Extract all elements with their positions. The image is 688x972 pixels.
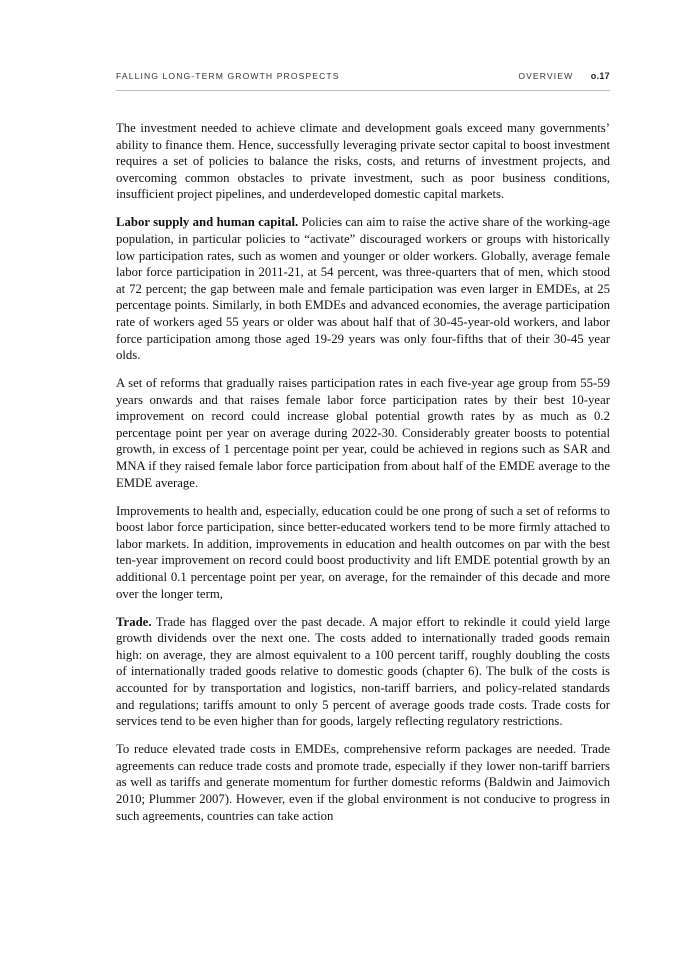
paragraph-text: The investment needed to achieve climate and development goals exceed many governments’ ability to finance them. Hence, successfully leveraging private sector capital to boost investment requires a set of policies to balance the risks, costs, and returns of investment projects, and overcoming common obstacles to private investment, such as poor business conditions, insufficient project pipelines, and underdeveloped domestic capital markets.	[116, 121, 610, 202]
header-right	[518, 71, 610, 81]
paragraph-trade	[116, 614, 610, 730]
paragraph-text: To reduce elevated trade costs in EMDEs, comprehensive reform packages are needed. Trade agreements can reduce trade costs and promote trade, especially if they lower non-tariff barriers as well as tariffs and generate momentum for further domestic reforms (Baldwin and Jaimovich 2010; Plummer 2007). However, even if the global environment is not conducive to progress in such agreements, countries can take action	[116, 742, 610, 823]
running-title: FALLING LONG-TERM GROWTH PROSPECTS	[116, 71, 340, 81]
paragraph-lead: Trade.	[116, 614, 152, 629]
page-number: o.17	[590, 71, 610, 81]
paragraph-trade-costs	[116, 741, 610, 824]
paragraph-participation-reforms	[116, 375, 610, 491]
paragraph-text: A set of reforms that gradually raises participation rates in each five-year age group from 55-59 years onwards and that raises female labor force participation rates by their best 10-year improvement on record could increase global potential growth rates by as much as 0.2 percentage point per year on average during 2022-30. Considerably greater boosts to potential growth, in excess of 1 percentage point per year, could be achieved in regions such as SAR and MNA if they raised female labor force participation from about half of the EMDE average to the EMDE average.	[116, 376, 610, 490]
section-label: OVERVIEW	[518, 71, 574, 81]
paragraph-text: Policies can aim to raise the active share of the working-age population, in particular policies to “activate” discouraged workers or groups with historically low participation rates, such as women and younger or older workers. Globally, average female labor force participation in 2011-21, at 54 percent, was three-quarters that of men, which stood at 72 percent; the gap between male and female participation was even larger in EMDEs, at 25 percentage points. Similarly, in both EMDEs and advanced economies, the average participation rate of workers aged 55 years or older was about half that of 30-45-year-old workers, and labor force participation among those aged 19-29 years was only four-fifths that of their 30-45 year olds.	[116, 215, 610, 363]
paragraph-labor-supply	[116, 214, 610, 363]
header-rule	[116, 90, 610, 91]
paragraph-lead: Labor supply and human capital.	[116, 215, 299, 230]
paragraph-text: Improvements to health and, especially, education could be one prong of such a set of reforms to boost labor force participation, since better-educated workers tend to be more firmly attached to labor markets. In addition, improvements in education and health outcomes on par with the best ten-year improvement on record could boost productivity and lift EMDE potential growth by an additional 0.1 percentage point per year, on average, for the remainder of this decade and more over the longer term,	[116, 503, 610, 601]
page-header	[116, 71, 610, 85]
paragraph-health-education	[116, 503, 610, 603]
paragraph-investment	[116, 120, 610, 203]
paragraph-text: Trade has flagged over the past decade. A major effort to rekindle it could yield large growth dividends over the next one. The costs added to internationally traded goods remain high: on average, they are almost equivalent to a 100 percent tariff, roughly doubling the costs of internationally traded goods relative to domestic goods (chapter 6). The bulk of the costs is accounted for by transportation and logistics, non-tariff barriers, and policy-related standards and regulations; tariffs amount to only 5 percent of average goods trade costs. Trade costs for services tend to be even higher than for goods, largely reflecting regulatory restrictions.	[116, 614, 610, 729]
body-text	[116, 120, 610, 836]
